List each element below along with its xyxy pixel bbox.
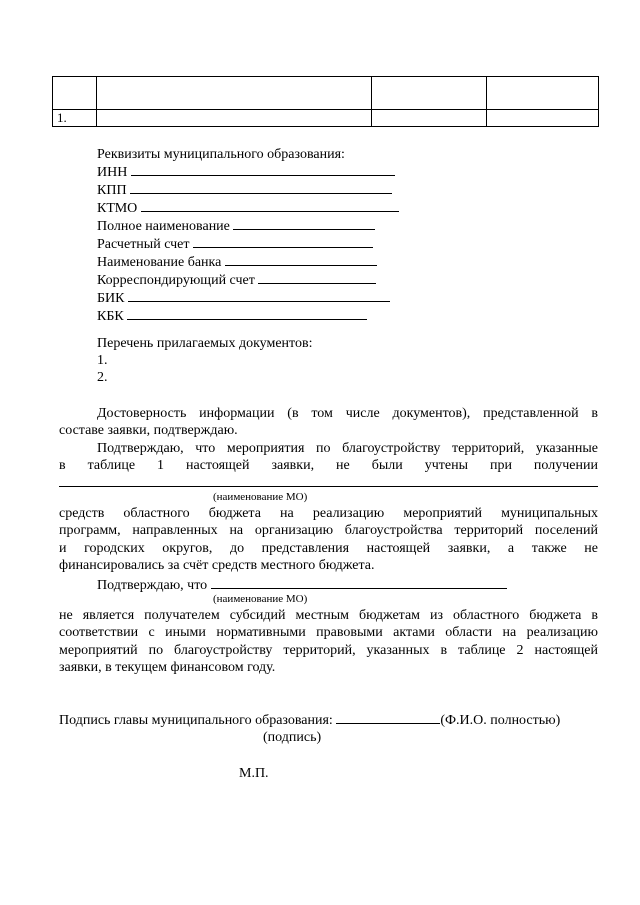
confirm2-line1: Подтверждаю, что мероприятия по благоустройству территорий, указанные xyxy=(97,441,598,456)
mo-name-line xyxy=(59,486,598,487)
table-row xyxy=(53,77,599,110)
mo-name-caption: (наименование МО) xyxy=(213,491,308,503)
confirm2-line2: в таблице 1 настоящей заявки, не были учтены при получении xyxy=(59,458,598,473)
stamp-place: М.П. xyxy=(239,766,269,781)
requisites-title: Реквизиты муниципального образования: xyxy=(97,147,345,162)
mo-name-caption-2: (наименование МО) xyxy=(213,593,308,605)
requisite-corr-account: Корреспондирующий счет xyxy=(97,271,399,289)
top-table xyxy=(52,76,599,127)
confirm2-line3: средств областного бюджета на реализацию мероприятий муниципальных xyxy=(59,506,598,521)
table-cell-number: 1. xyxy=(53,110,97,127)
requisite-ktmo: КТМО xyxy=(97,199,399,217)
requisite-bik: БИК xyxy=(97,289,399,307)
requisite-kbk: КБК xyxy=(97,307,399,325)
document-item-2: 2. xyxy=(97,370,108,385)
confirm2-line6: финансировались за счёт средств местного бюджета. xyxy=(59,558,375,573)
signature-line: Подпись главы муниципального образования: (Ф.И.О. полностью) xyxy=(59,713,561,728)
requisite-bank: Наименование банка xyxy=(97,253,399,271)
requisite-kpp: КПП xyxy=(97,181,399,199)
confirm3-line3: мероприятий по благоустройству территорий, указанных в таблице 2 настоящей xyxy=(59,643,598,658)
confirm1-line2: составе заявки, подтверждаю. xyxy=(59,423,238,438)
confirm3-line2: соответствии с иными нормативными правовыми актами области на реализацию xyxy=(59,625,598,640)
requisite-full-name: Полное наименование xyxy=(97,217,399,235)
documents-title: Перечень прилагаемых документов: xyxy=(97,336,313,351)
table-row xyxy=(53,110,599,127)
signature-caption: (подпись) xyxy=(263,730,322,745)
confirm2-line5: и городских округов, до представления настоящей заявки, а также не xyxy=(59,541,598,556)
confirm1-line1: Достоверность информации (в том числе документов), представленной в xyxy=(97,406,598,421)
document-item-1: 1. xyxy=(97,353,108,368)
confirm2-line4: программ, направленных на организацию благоустройства территорий поселений xyxy=(59,523,598,538)
confirm3-line1: не является получателем субсидий местным бюджетам из областного бюджета в xyxy=(59,608,598,623)
confirm3-line4: заявки, в текущем финансовом году. xyxy=(59,660,276,675)
confirm3-lead-line: Подтверждаю, что xyxy=(97,576,507,594)
requisite-inn: ИНН xyxy=(97,163,399,181)
requisite-account: Расчетный счет xyxy=(97,235,399,253)
requisites-list xyxy=(97,163,399,325)
